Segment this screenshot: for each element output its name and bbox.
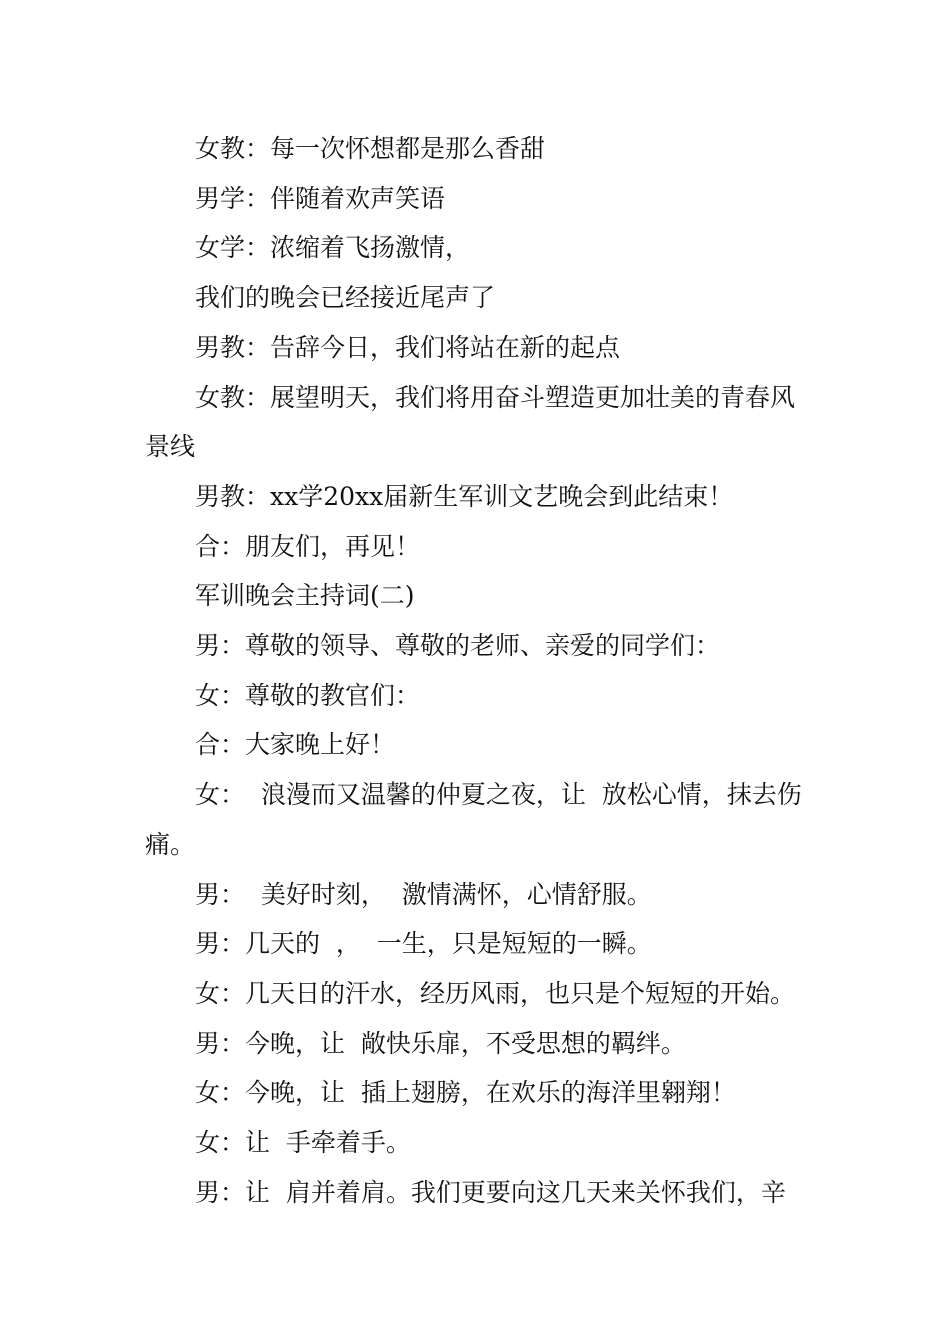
paragraph: 女学：浓缩着飞扬激情， — [195, 233, 471, 263]
paragraph: 我们的晚会已经接近尾声了 — [195, 283, 496, 313]
paragraph: 男教：xx学20xx届新生军训文艺晚会到此结束！ — [195, 481, 734, 511]
paragraph: 男：今晚，让 敞快乐扉，不受思想的羁绊。 — [195, 1028, 686, 1058]
paragraph: 女教：展望明天，我们将用奋斗塑造更加壮美的青春风景线 — [145, 382, 796, 462]
paragraph: 女教：每一次怀想都是那么香甜 — [195, 134, 546, 163]
section-heading: 军训晚会主持词(二) — [195, 581, 415, 611]
paragraph: 女：今晚，让 插上翅膀，在欢乐的海洋里翱翔！ — [195, 1078, 736, 1108]
paragraph: 男： 美好时刻， 激情满怀，心情舒服。 — [195, 879, 652, 909]
paragraph: 合：大家晚上好！ — [195, 730, 396, 760]
paragraph: 男：几天的 ， 一生，只是短短的一瞬。 — [195, 929, 652, 959]
paragraph: 合：朋友们，再见！ — [195, 531, 421, 561]
document-body — [145, 124, 805, 1217]
paragraph: 男：尊敬的领导、尊敬的老师、亲爱的同学们： — [195, 631, 721, 661]
paragraph: 男教：告辞今日，我们将站在新的起点 — [195, 332, 621, 362]
paragraph: 男：让 肩并着肩。我们更要向这几天来关怀我们，辛 — [195, 1177, 786, 1207]
paragraph: 女：尊敬的教官们： — [195, 680, 421, 710]
paragraph: 女：让 手牵着手。 — [195, 1128, 411, 1158]
paragraph: 女：几天日的汗水，经历风雨，也只是个短短的开始。 — [195, 978, 796, 1008]
paragraph: 男学：伴随着欢声笑语 — [195, 183, 446, 213]
paragraph: 女： 浪漫而又温馨的仲夏之夜，让 放松心情，抹去伤痛。 — [145, 780, 802, 859]
